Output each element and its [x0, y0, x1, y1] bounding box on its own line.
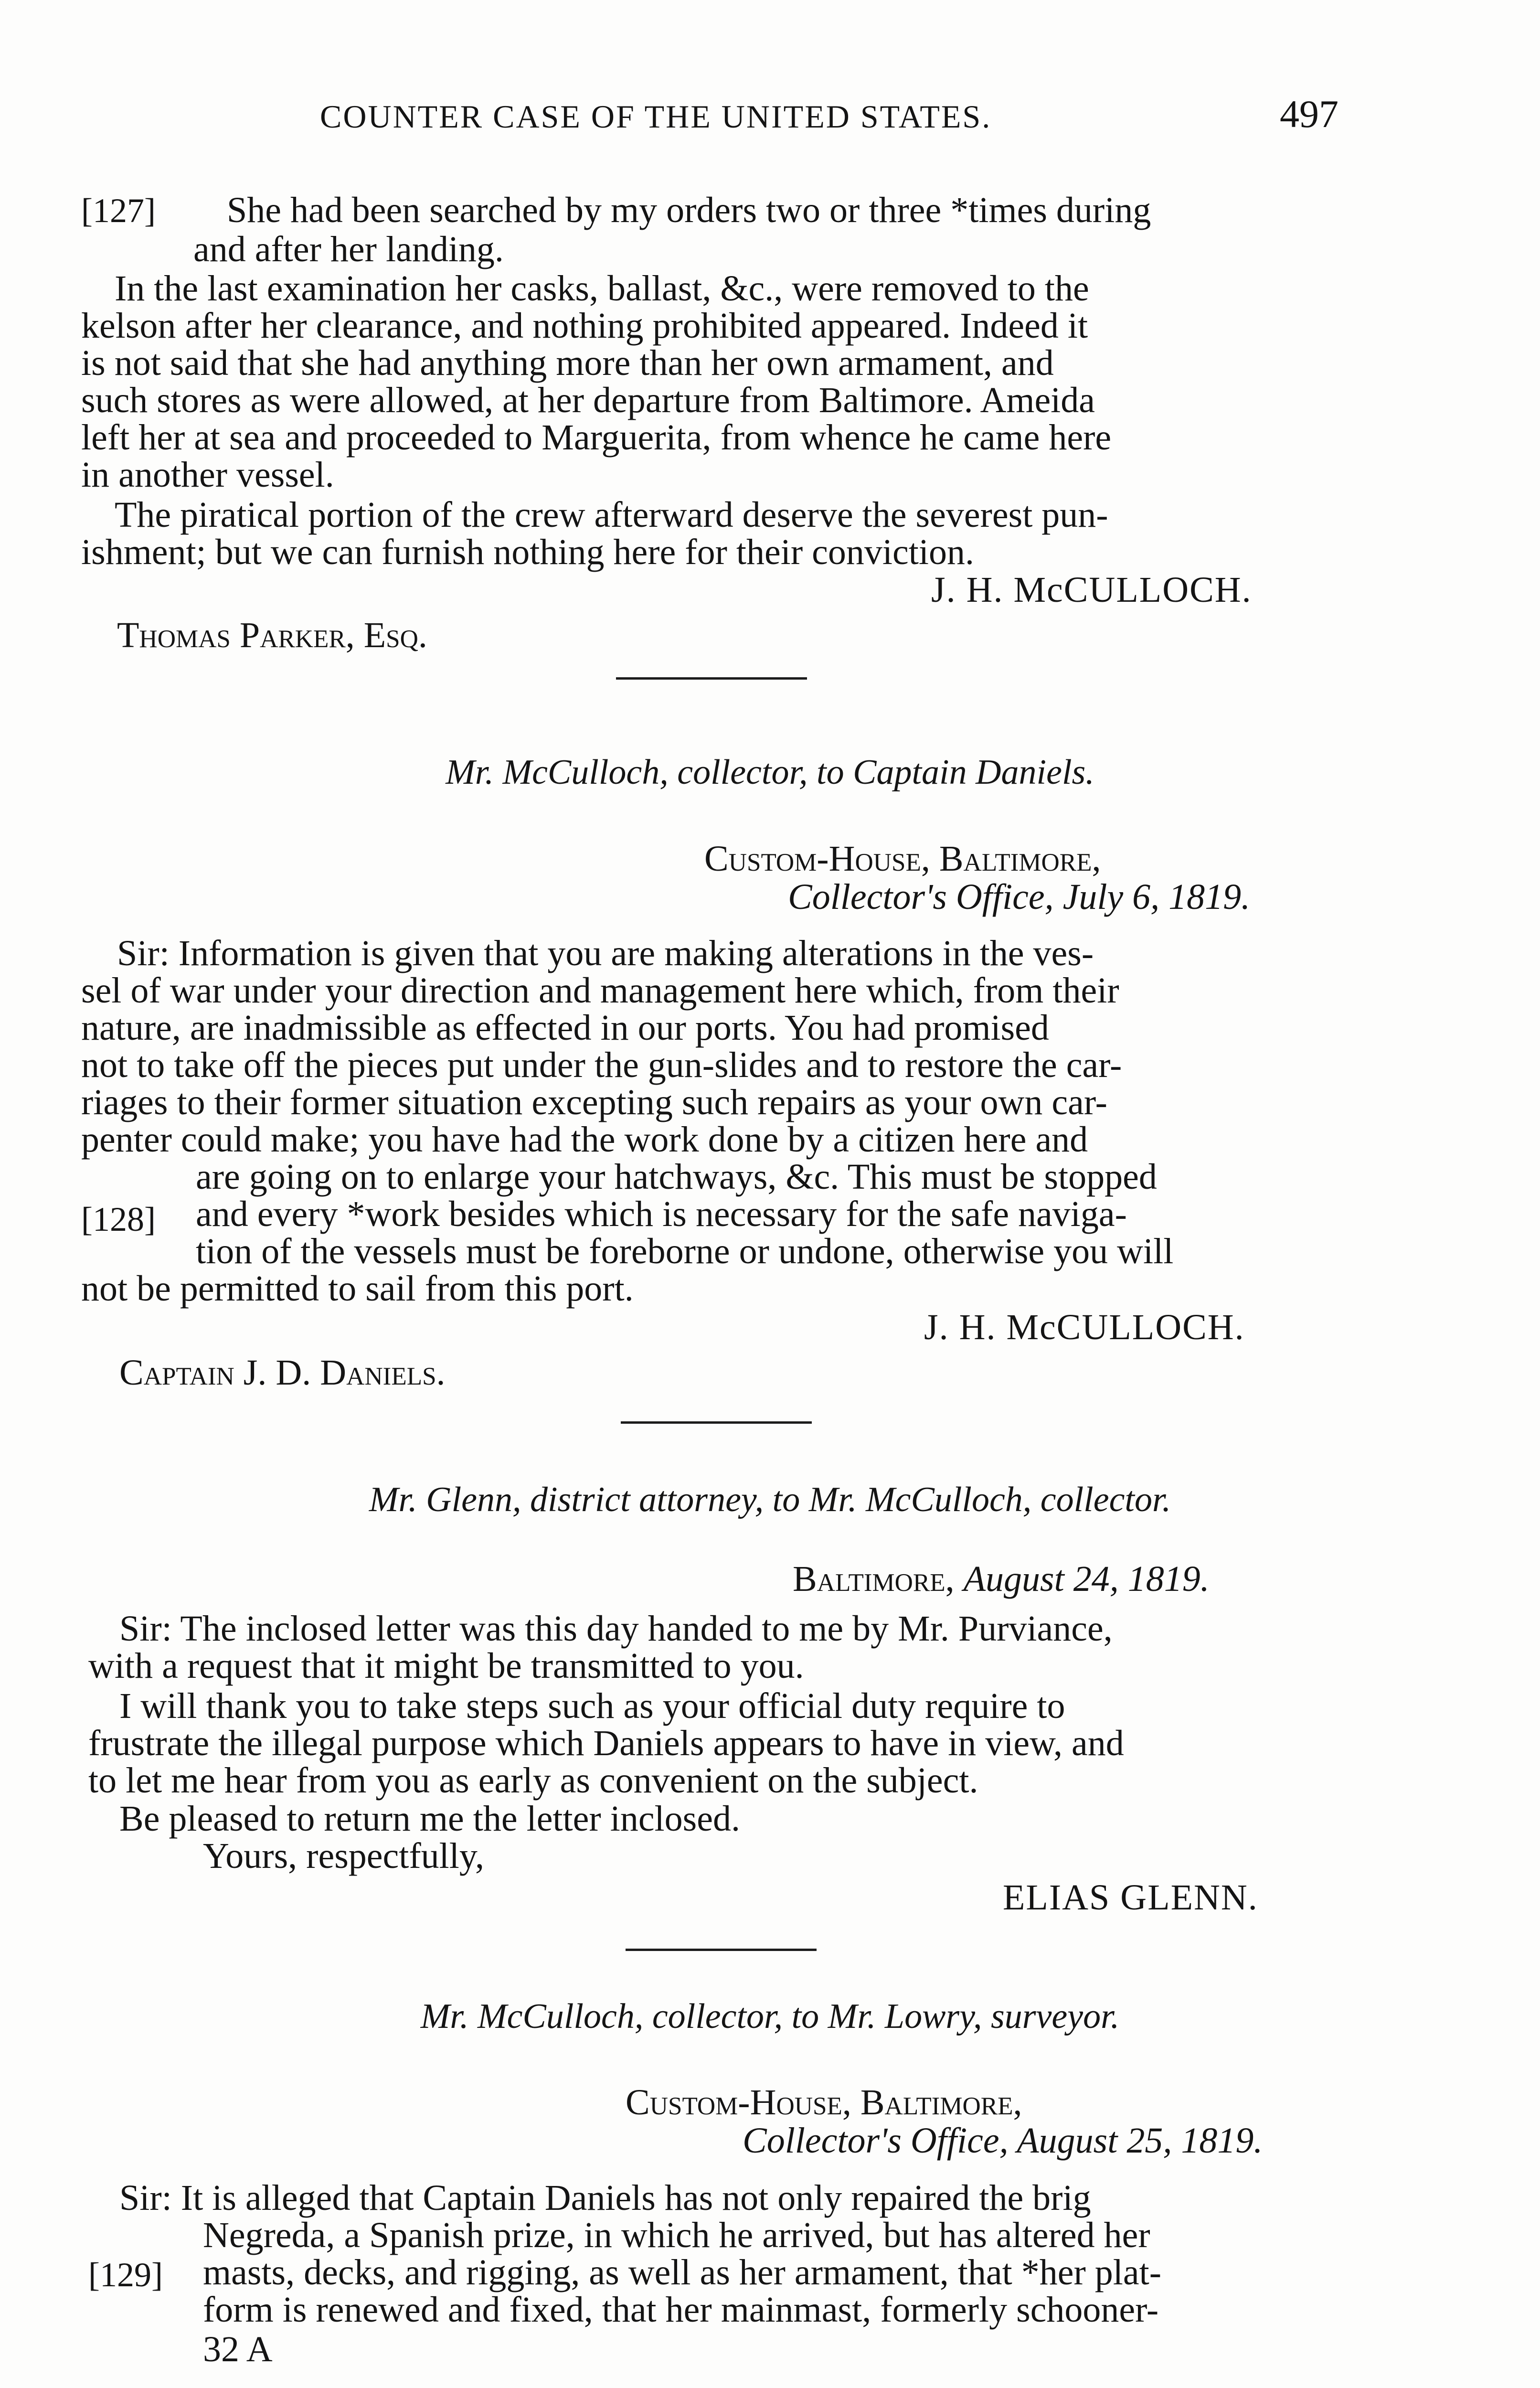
letter-heading: Mr. Glenn, district attorney, to Mr. McCulloch, collector. [369, 1480, 1171, 1519]
signature: ELIAS GLENN. [1003, 1877, 1258, 1918]
dateline-place: Custom-House, Baltimore, [704, 839, 1101, 879]
text-line: Yours, respectfully, [203, 1836, 484, 1876]
section-divider [626, 1949, 817, 1951]
text-line: nature, are inadmissible as effected in our ports. You had promised [81, 1008, 1049, 1048]
dateline-date: Collector's Office, August 25, 1819. [743, 2121, 1263, 2161]
text-line: sel of war under your direction and management here which, from their [81, 970, 1119, 1011]
text-line: She had been searched by my orders two or three *times during [227, 190, 1151, 230]
page-marker-128: [128] [81, 1200, 156, 1238]
text-line: with a request that it might be transmitted to you. [88, 1646, 804, 1686]
page-number: 497 [1280, 92, 1338, 136]
text-line: penter could make; you have had the work done by a citizen here and [81, 1119, 1088, 1160]
text-line: tion of the vessels must be foreborne or undone, otherwise you will [196, 1231, 1174, 1271]
section-divider [616, 677, 807, 680]
text-line: Sir: It is alleged that Captain Daniels has not only repaired the brig [119, 2178, 1091, 2218]
text-line: left her at sea and proceeded to Marguerita, from whence he came here [81, 417, 1112, 458]
signature: J. H. McCULLOCH. [931, 570, 1252, 610]
text-line: Be pleased to return me the letter inclosed. [119, 1799, 740, 1839]
text-line: masts, decks, and rigging, as well as her armament, that *her plat- [203, 2252, 1162, 2292]
page-marker-127: [127] [81, 192, 156, 230]
text-line: in another vessel. [81, 455, 334, 495]
dateline-place: Baltimore, [793, 1559, 955, 1599]
text-line: Sir: Information is given that you are making alterations in the ves- [117, 933, 1094, 973]
text-line: and after her landing. [193, 229, 504, 269]
text-line: Sir: The inclosed letter was this day handed to me by Mr. Purviance, [119, 1609, 1113, 1649]
addressee: Captain J. D. Daniels. [119, 1353, 446, 1393]
letter-heading: Mr. McCulloch, collector, to Mr. Lowry, surveyor. [420, 1997, 1120, 2036]
text-line: Negreda, a Spanish prize, in which he arrived, but has altered her [203, 2215, 1150, 2255]
section-divider [621, 1421, 812, 1424]
addressee: Thomas Parker, Esq. [117, 615, 427, 655]
page-marker-129: [129] [88, 2256, 163, 2294]
text-line: such stores as were allowed, at her departure from Baltimore. Ameida [81, 380, 1095, 420]
text-line: The piratical portion of the crew afterward deserve the severest pun- [115, 495, 1108, 535]
signature: J. H. McCULLOCH. [924, 1307, 1245, 1347]
dateline-date: August 24, 1819. [963, 1559, 1210, 1599]
text-line: riages to their former situation excepting such repairs as your own car- [81, 1082, 1107, 1122]
dateline [793, 1556, 1210, 1602]
text-line: not to take off the pieces put under the gun-slides and to restore the car- [81, 1045, 1122, 1085]
dateline-date: Collector's Office, July 6, 1819. [788, 877, 1251, 917]
text-line: not be permitted to sail from this port. [81, 1269, 634, 1309]
text-line: frustrate the illegal purpose which Daniels appears to have in view, and [88, 1723, 1124, 1763]
text-line: is not said that she had anything more than her own armament, and [81, 343, 1054, 383]
text-line: form is renewed and fixed, that her mainmast, formerly schooner- [203, 2290, 1159, 2330]
text-line: In the last examination her casks, ballast, &c., were removed to the [115, 268, 1089, 309]
letter-heading: Mr. McCulloch, collector, to Captain Daniels. [446, 753, 1094, 792]
text-line: and every *work besides which is necessary for the safe naviga- [196, 1194, 1127, 1234]
text-line: to let me hear from you as early as convenient on the subject. [88, 1760, 978, 1801]
text-line: are going on to enlarge your hatchways, &c. This must be stopped [196, 1157, 1157, 1197]
running-head: COUNTER CASE OF THE UNITED STATES. [320, 98, 992, 135]
signature-mark: 32 A [203, 2329, 273, 2369]
text-line: ishment; but we can furnish nothing here for their conviction. [81, 532, 974, 572]
dateline-place: Custom-House, Baltimore, [626, 2082, 1022, 2122]
text-line: kelson after her clearance, and nothing prohibited appeared. Indeed it [81, 306, 1088, 346]
text-line: I will thank you to take steps such as your official duty require to [119, 1686, 1065, 1726]
